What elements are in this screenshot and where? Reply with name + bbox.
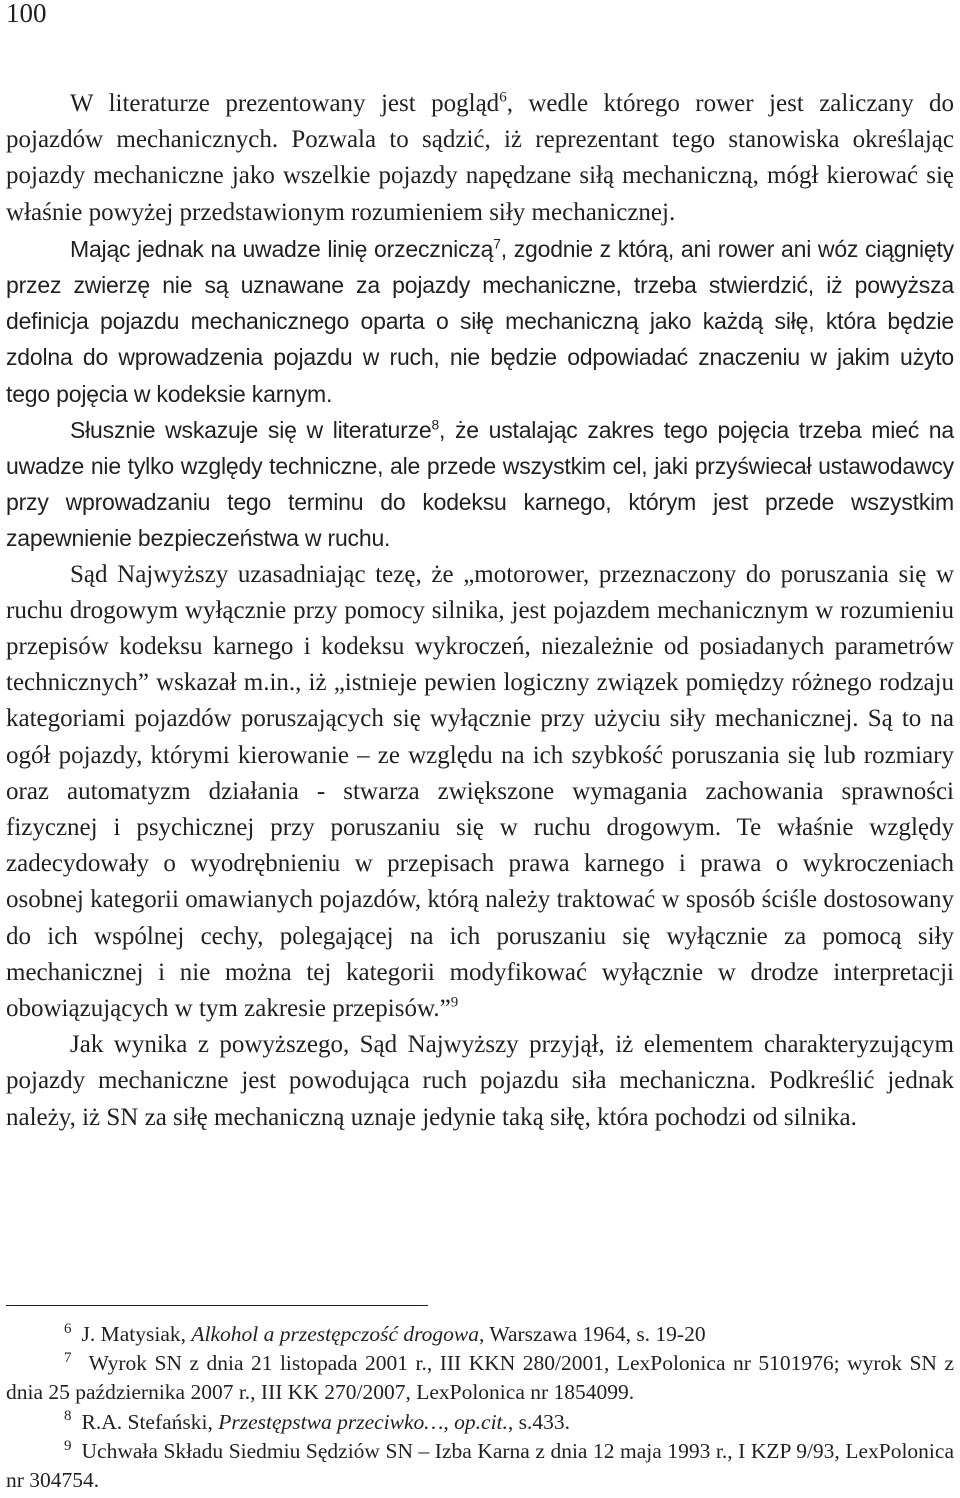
footnote-ref-6: 6 (499, 89, 507, 106)
footnote-separator (6, 1305, 428, 1306)
footnote-text: , s.433. (507, 1409, 571, 1434)
footnote-number: 7 (64, 1350, 72, 1367)
footnote-text: Warszawa 1964, s. 19-20 (484, 1322, 706, 1346)
footnote-ref-8: 8 (431, 417, 439, 433)
footnote-6 (6, 1320, 954, 1349)
paragraph-text: W literaturze prezentowany jest pogląd (70, 90, 500, 117)
paragraph-text: , że ustalając zakres tego pojęcia trzeba mieć na uwadze nie tylko względy techniczne, ale przede wszystkim cel, jaki przyświecał ustawodawcy przy wprowadzaniu tego terminu do kodeksu karnego, którym jest przede wszystkim zapewnienie bezpieczeństwa w ruchu. (6, 416, 954, 552)
paragraph-3 (6, 412, 954, 557)
footnote-number: 6 (64, 1320, 72, 1337)
footnote-title: Przestępstwa przeciwko…, op.cit. (218, 1409, 508, 1434)
footnote-title: Alkohol a przestępczość drogowa, (191, 1322, 485, 1346)
paragraph-text: Sąd Najwyższy uzasadniając tezę, że „motorower, przeznaczony do poruszania się w ruchu drogowym wyłącznie przy pomocy silnika, jest pojazdem mechanicznym w rozumieniu przepisów kodeksu karnego i kodeksu wykroczeń, niezależnie od posiadanych parametrów technicznych” wskazał m.in., iż „istnieje pewien logiczny związek pomiędzy różnego rodzaju kategoriami pojazdów poruszających się wyłącznie przy użyciu siły mechanicznej. Są to na ogół pojazdy, którymi kierowanie – ze względu na ich szybkość poruszania się lub rozmiary oraz automatyzm działania - stwarza zwiększone wymagania zachowania sprawności fizycznej i psychicznej przy poruszaniu się w ruchu drogowym. Te właśnie względy zadecydowały o wyodrębnieniu w przepisach prawa karnego i prawa o wykroczeniach osobnej kategorii omawianych pojazdów, którą należy traktować w sposób ściśle dostosowany do ich wspólnej cechy, polegającej na ich poruszaniu się wyłącznie za pomocą siły mechanicznej i nie można tej kategorii modyfikować wyłącznie w drodze interpretacji obowiązujących w tym zakresie przepisów.” (6, 560, 954, 1023)
footnote-text: Uchwała Składu Siedmiu Sędziów SN – Izba Karna z dnia 12 maja 1993 r., I KZP 9/93, LexPolonica nr 304754. (6, 1438, 954, 1493)
footnote-text: Wyrok SN z dnia 21 listopada 2001 r., III KKN 280/2001, LexPolonica nr 5101976; wyrok SN z dnia 25 października 2007 r., III KK 270/2007, LexPolonica nr 1854099. (6, 1351, 954, 1405)
footnote-8 (6, 1408, 954, 1437)
footnote-7 (6, 1349, 954, 1407)
paragraph-text: , wedle którego rower jest zaliczany do pojazdów mechanicznych. Pozwala to sądzić, iż reprezentant tego stanowiska określając pojazdy mechaniczne jako wszelkie pojazdy napędzane siłą mechaniczną, mógł kierować się właśnie powyżej przedstawionym rozumieniem siły mechanicznej. (6, 90, 955, 226)
footnote-number: 9 (64, 1437, 72, 1454)
footnote-number: 8 (64, 1408, 72, 1425)
paragraph-text: Mając jednak na uwadze linię orzeczniczą (70, 235, 494, 262)
paragraph-text: , zgodnie z którą, ani rower ani wóz ciągnięty przez zwierzę nie są uznawane za pojazdy mechaniczne, trzeba stwierdzić, iż powyższa definicja pojazdu mechanicznego oparta o siłę mechaniczną jako każdą siłę, która będzie zdolna do wprowadzenia pojazdu w ruch, nie będzie odpowiadać znaczeniu w jakim użyto tego pojęcia w kodeksie karnym. (6, 235, 954, 407)
paragraph-text: Słusznie wskazuje się w literaturze (70, 416, 432, 443)
paragraph-2 (6, 231, 954, 412)
paragraph-1 (6, 86, 954, 231)
footnote-ref-9: 9 (450, 994, 459, 1011)
footnote-text: R.A. Stefański, (81, 1409, 219, 1434)
page-number: 100 (6, 0, 47, 28)
paragraph-5: Jak wynika z powyższego, Sąd Najwyższy przyjął, iż elementem charakteryzującym pojazdy mechaniczne jest powodująca ruch pojazdu siła mechaniczna. Podkreślić jednak należy, iż SN za siłę mechaniczną uznaje jedynie taką siłę, która pochodzi od silnika. (6, 1031, 954, 1131)
footnote-ref-7: 7 (493, 236, 501, 252)
body-text (6, 86, 954, 1136)
footnotes (6, 1320, 954, 1495)
paragraph-4 (6, 557, 954, 1028)
footnote-9 (6, 1437, 954, 1495)
footnote-text: J. Matysiak, (81, 1322, 192, 1346)
